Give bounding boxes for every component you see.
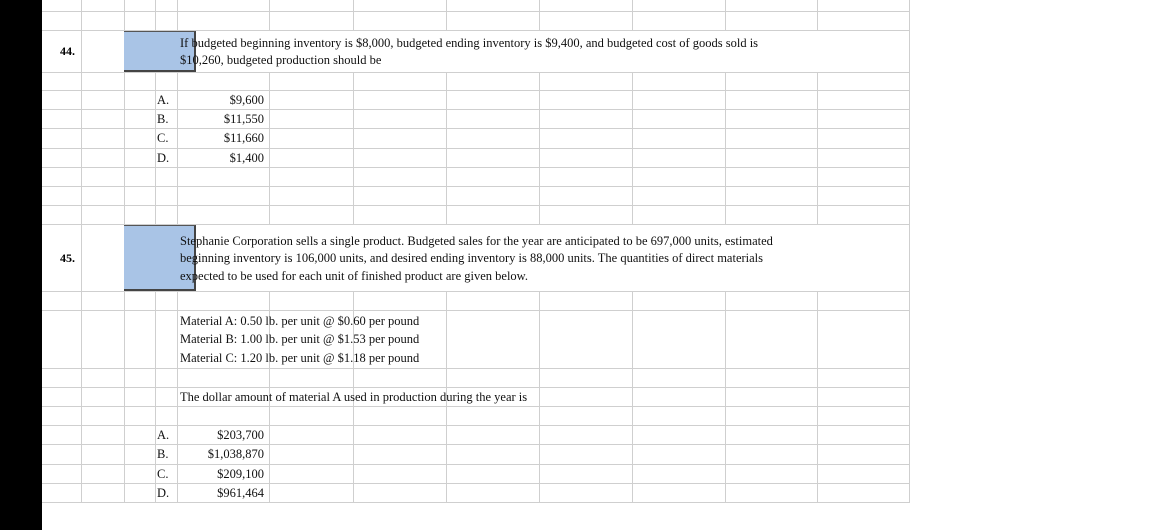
gridline — [909, 0, 910, 503]
gridline — [42, 11, 910, 12]
option-value: $203,700 — [217, 428, 264, 442]
gridline — [42, 464, 910, 465]
question-text-line: beginning inventory is 106,000 units, and desired ending inventory is 88,000 units. The quantities of direct materials — [180, 251, 764, 265]
gridline — [42, 186, 910, 187]
gridline — [42, 291, 910, 292]
gridline — [42, 368, 910, 369]
gridline — [42, 406, 910, 407]
option-letter: C. — [157, 467, 169, 481]
option-value: $961,464 — [217, 486, 264, 500]
gridline — [42, 425, 910, 426]
gridline — [42, 109, 910, 110]
material-line: Material A: 0.50 lb. per unit @ $0.60 per pound — [180, 314, 420, 328]
option-value: $1,038,870 — [207, 447, 264, 461]
option-letter: A. — [157, 428, 170, 442]
question-number: 45. — [60, 251, 75, 265]
option-letter: D. — [157, 486, 170, 500]
gridline — [42, 90, 910, 91]
option-value: $11,550 — [223, 112, 264, 126]
option-letter: B. — [157, 112, 169, 126]
spreadsheet-grid — [42, 0, 910, 503]
option-value: $9,600 — [229, 93, 264, 107]
question-prompt: The dollar amount of material A used in production during the year is — [180, 390, 528, 404]
gridline — [42, 72, 910, 73]
option-letter: A. — [157, 93, 170, 107]
option-letter: C. — [157, 131, 169, 145]
question-number: 44. — [60, 44, 75, 58]
gridline — [42, 483, 910, 484]
material-line: Material B: 1.00 lb. per unit @ $1.53 per pound — [180, 332, 420, 346]
question-text-line: Stephanie Corporation sells a single product. Budgeted sales for the year are anticipated to be 697,000 units, estimated — [180, 234, 773, 248]
question-text-line: expected to be used for each unit of finished product are given below. — [180, 269, 529, 283]
option-letter: D. — [157, 151, 170, 165]
option-value: $209,100 — [217, 467, 264, 481]
gridline — [42, 310, 910, 311]
option-value: $1,400 — [229, 151, 264, 165]
left-black-bar — [0, 0, 42, 530]
gridline — [42, 502, 910, 503]
gridline — [42, 444, 910, 445]
material-line: Material C: 1.20 lb. per unit @ $1.18 per pound — [180, 351, 420, 365]
option-letter: B. — [157, 447, 169, 461]
gridline — [42, 205, 910, 206]
question-text-line: If budgeted beginning inventory is $8,000, budgeted ending inventory is $9,400, and budgeted cost of goods sold is — [180, 36, 759, 50]
gridline — [42, 148, 910, 149]
option-value: $11,660 — [223, 131, 264, 145]
gridline — [42, 387, 910, 388]
question-text-line: $10,260, budgeted production should be — [180, 53, 382, 67]
gridline — [42, 167, 910, 168]
gridline — [81, 0, 82, 503]
gridline — [42, 128, 910, 129]
